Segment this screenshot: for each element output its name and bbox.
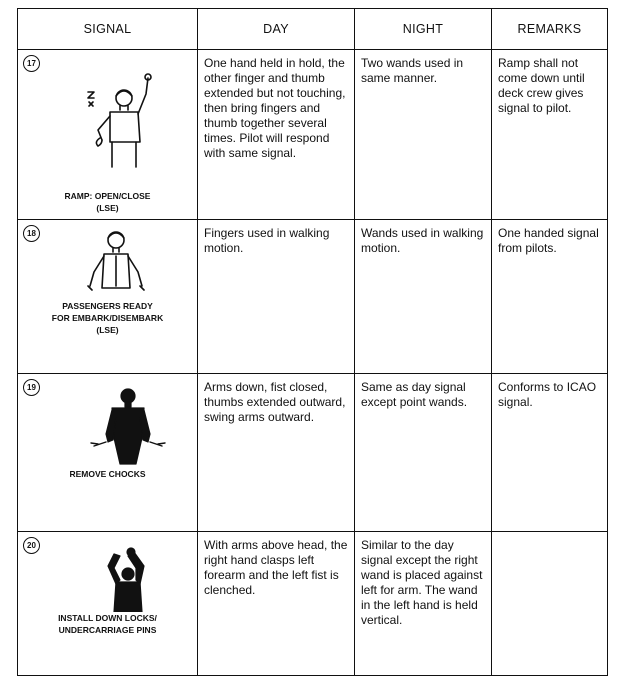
signal-number: 18	[23, 225, 40, 242]
install-down-locks-figure-icon	[98, 546, 158, 612]
table-row	[18, 50, 608, 220]
signal-caption: INSTALL DOWN LOCKS/ UNDERCARRIAGE PINS	[58, 613, 157, 635]
night-description: Same as day signal except point wands.	[355, 374, 492, 532]
header-night: NIGHT	[355, 9, 492, 50]
signal-cell	[18, 532, 198, 676]
signal-caption: REMOVE CHOCKS	[69, 469, 146, 479]
header-row	[18, 9, 608, 50]
day-description: Arms down, fist closed, thumbs extended outward, swing arms outward.	[198, 374, 355, 532]
signal-caption: PASSENGERS READY FOR EMBARK/DISEMBARK (LSE)	[51, 301, 164, 335]
night-description: Similar to the day signal except the right wand is placed against left for arm. The wand in the left hand is held vertical.	[355, 532, 492, 676]
night-description: Two wands used in same manner.	[355, 50, 492, 220]
signal-cell	[18, 50, 198, 220]
remove-chocks-figure-icon	[88, 386, 168, 466]
passengers-signal-figure-icon	[80, 228, 150, 298]
signal-number: 19	[23, 379, 40, 396]
signal-number: 20	[23, 537, 40, 554]
ramp-signal-figure-icon	[76, 72, 166, 172]
table-row	[18, 532, 608, 676]
remarks-text: Conforms to ICAO signal.	[492, 374, 608, 532]
remarks-text	[492, 532, 608, 676]
signals-table	[17, 8, 608, 676]
signal-cell	[18, 220, 198, 374]
header-signal: SIGNAL	[18, 9, 198, 50]
signal-number: 17	[23, 55, 40, 72]
remarks-text: Ramp shall not come down until deck crew gives signal to pilot.	[492, 50, 608, 220]
day-description: One hand held in hold, the other finger and thumb extended but not touching, then bring fingers and thumb together several times. Pilot will respond with same signal.	[198, 50, 355, 220]
day-description: With arms above head, the right hand clasps left forearm and the left fist is clenched.	[198, 532, 355, 676]
signal-cell	[18, 374, 198, 532]
header-remarks: REMARKS	[492, 9, 608, 50]
table-row	[18, 220, 608, 374]
signal-caption: RAMP: OPEN/CLOSE (LSE)	[64, 191, 151, 213]
day-description: Fingers used in walking motion.	[198, 220, 355, 374]
header-day: DAY	[198, 9, 355, 50]
table-row	[18, 374, 608, 532]
night-description: Wands used in walking motion.	[355, 220, 492, 374]
remarks-text: One handed signal from pilots.	[492, 220, 608, 374]
